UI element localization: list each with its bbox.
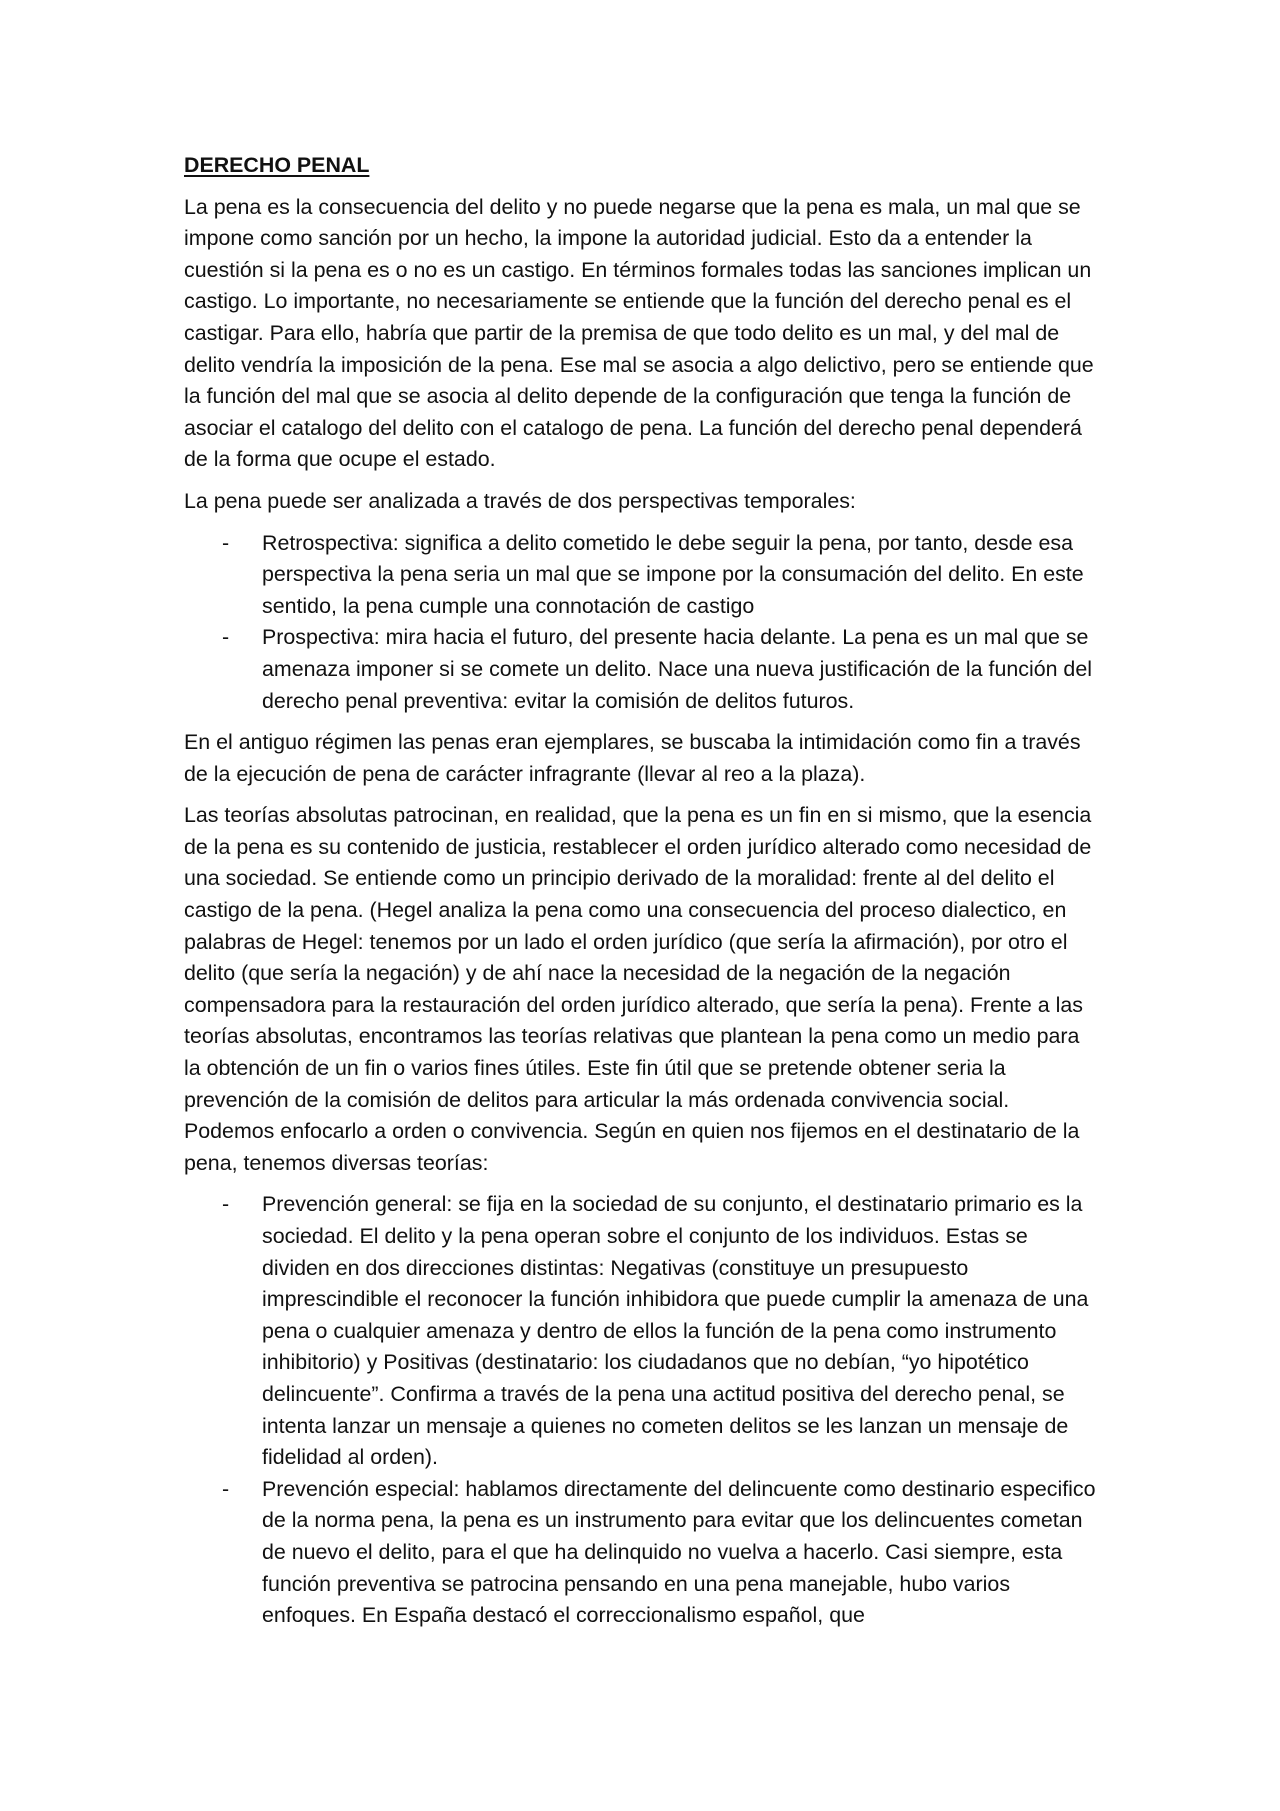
list-dash: - <box>222 1192 230 1217</box>
list-item-text: Prevención general: se fija en la sociedad de su conjunto, el destinatario primario es la sociedad. El delito y la pena operan sobre el conjunto de los individuos. Estas se dividen en dos direcciones distintas: Negativas (constituye un presupuesto imprescindible el reconocer la función inhibidora que puede cumplir la amenaza de una pena o cualquier amenaza y dentro de ellos la función de la pena como instrumento inhibitorio) y Positivas (destinatario: los ciudadanos que no debían, “yo hipotético delincuente”. Confirma a través de la pena una actitud positiva del derecho penal, se intenta lanzar un mensaje a quienes no cometen delitos se les lanzan un mensaje de fidelidad al orden). <box>262 1192 1089 1470</box>
teorias-list <box>184 1189 1100 1631</box>
list-item-text: Retrospectiva: significa a delito cometido le debe seguir la pena, por tanto, desde esa perspectiva la pena seria un mal que se impone por la consumación del delito. En este sentido, la pena cumple una connotación de castigo <box>262 530 1084 618</box>
paragraph-teorias-absolutas: Las teorías absolutas patrocinan, en realidad, que la pena es un fin en si mismo, que la esencia de la pena es su contenido de justicia, restablecer el orden jurídico alterado como necesidad de una sociedad. Se entiende como un principio derivado de la moralidad: frente al del delito el castigo de la pena. (Hegel analiza la pena como una consecuencia del proceso dialectico, en palabras de Hegel: tenemos por un lado el orden jurídico (que sería la afirmación), por otro el delito (que sería la negación) y de ahí nace la necesidad de la negación de la negación compensadora para la restauración del orden jurídico alterado, que sería la pena). Frente a las teorías absolutas, encontramos las teorías relativas que plantean la pena como un medio para la obtención de un fin o varios fines útiles. Este fin útil que se pretende obtener seria la prevención de la comisión de delitos para articular la más ordenada convivencia social. Podemos enfocarlo a orden o convivencia. Según en quien nos fijemos en el destinatario de la pena, tenemos diversas teorías: <box>184 803 1092 1175</box>
document-body <box>184 150 1100 1642</box>
paragraph-perspectivas-intro: La pena puede ser analizada a través de dos perspectivas temporales: <box>184 488 856 513</box>
list-item-text: Prevención especial: hablamos directamente del delincuente como destinario especifico de la norma pena, la pena es un instrumento para evitar que los delincuentes cometan de nuevo el delito, para el que ha delinquido no vuelva a hacerlo. Casi siempre, esta función preventiva se patrocina pensando en una pena manejable, hubo varios enfoques. En España destacó el correccionalismo español, que <box>262 1476 1096 1628</box>
list-item-prospectiva <box>184 622 1100 717</box>
list-item-prevencion-especial <box>184 1474 1100 1632</box>
paragraph-antiguo-regimen: En el antiguo régimen las penas eran ejemplares, se buscaba la intimidación como fin a través de la ejecución de pena de carácter infragrante (llevar al reo a la plaza). <box>184 730 1081 786</box>
list-dash: - <box>222 530 230 555</box>
list-item-retrospectiva <box>184 528 1100 623</box>
list-item-text: Prospectiva: mira hacia el futuro, del presente hacia delante. La pena es un mal que se amenaza imponer si se comete un delito. Nace una nueva justificación de la función del derecho penal preventiva: evitar la comisión de delitos futuros. <box>262 625 1092 713</box>
list-dash: - <box>222 625 230 650</box>
paragraph-pena-consecuencia: La pena es la consecuencia del delito y no puede negarse que la pena es mala, un mal que se impone como sanción por un hecho, la impone la autoridad judicial. Esto da a entender la cuestión si la pena es o no es un castigo. En términos formales todas las sanciones implican un castigo. Lo importante, no necesariamente se entiende que la función del derecho penal es el castigar. Para ello, habría que partir de la premisa de que todo delito es un mal, y del mal de delito vendría la imposición de la pena. Ese mal se asocia a algo delictivo, pero se entiende que la función del mal que se asocia al delito depende de la configuración que tenga la función de asociar el catalogo del delito con el catalogo de pena. La función del derecho penal dependerá de la forma que ocupe el estado. <box>184 194 1094 472</box>
list-item-prevencion-general <box>184 1189 1100 1473</box>
list-dash: - <box>222 1476 230 1501</box>
perspectivas-list <box>184 528 1100 718</box>
document-title: DERECHO PENAL <box>184 153 370 177</box>
